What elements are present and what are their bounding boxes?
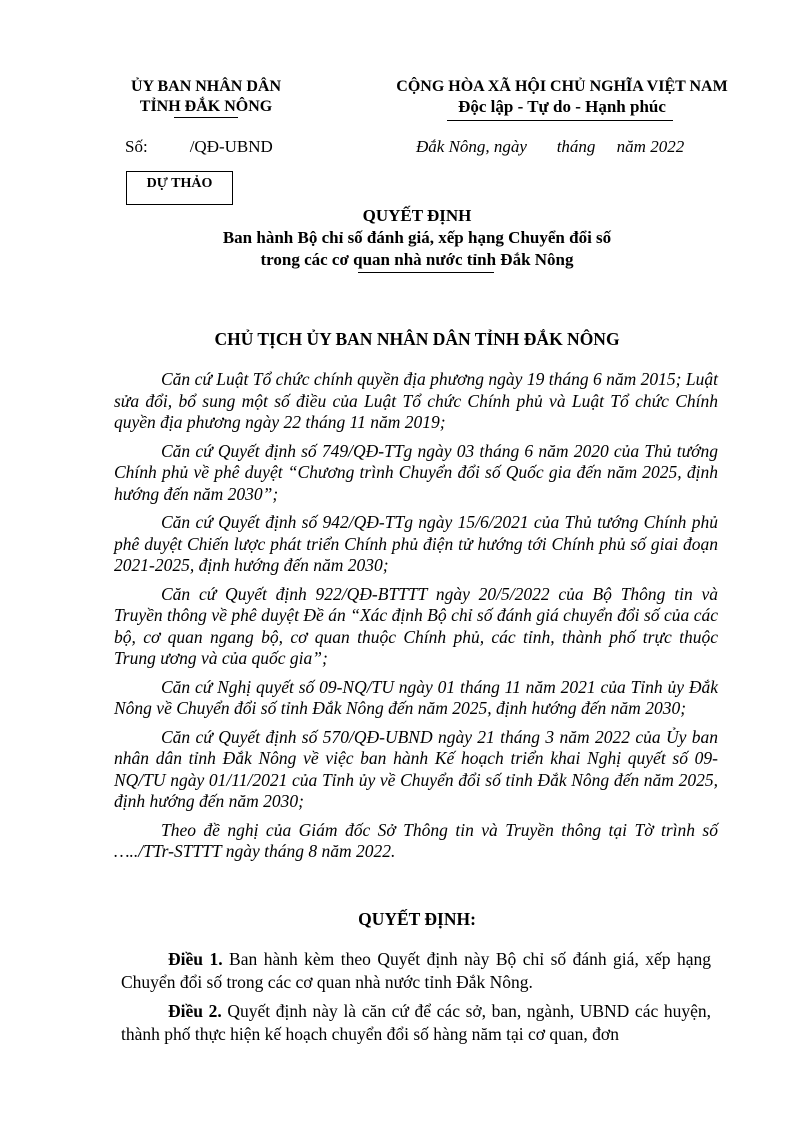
decision-heading: QUYẾT ĐỊNH: <box>358 909 476 929</box>
document-number-label: Số: <box>125 137 148 156</box>
articles-section <box>121 948 711 1052</box>
issuing-authority-line1: ỦY BAN NHÂN DÂN <box>130 78 282 95</box>
legal-basis-paragraph: Căn cứ Nghị quyết số 09-NQ/TU ngày 01 tháng 11 năm 2021 của Tỉnh ủy Đắk Nông về Chuyển đổi số tỉnh Đắk Nông đến năm 2025, định hướng đến năm 2030; <box>114 676 718 718</box>
title-subtitle-line2: trong các cơ quan nhà nước tỉnh Đắk Nông <box>260 250 574 269</box>
title-heading: QUYẾT ĐỊNH <box>362 206 472 225</box>
legal-basis-section <box>114 369 718 870</box>
issuing-authority-underline <box>174 117 238 118</box>
national-name: CỘNG HÒA XÃ HỘI CHỦ NGHĨA VIỆT NAM <box>396 78 728 95</box>
article-1 <box>121 948 711 993</box>
legal-basis-paragraph: Căn cứ Quyết định 922/QĐ-BTTTT ngày 20/5/2022 của Bộ Thông tin và Truyền thông về phê duyệt Đề án “Xác định Bộ chỉ số đánh giá chuyển đổi số của các bộ, cơ quan ngang bộ, cơ quan thuộc Chính phủ, các tỉnh, thành phố trực thuộc Trung ương và của quốc gia”; <box>114 583 718 668</box>
issuing-authority-line2: TỈNH ĐẮK NÔNG <box>139 98 273 115</box>
legal-basis-paragraph: Căn cứ Luật Tổ chức chính quyền địa phương ngày 19 tháng 6 năm 2015; Luật sửa đổi, bổ sung một số điều của Luật Tổ chức Chính phủ và Luật Tổ chức Chính quyền địa phương ngày 22 tháng 11 năm 2019; <box>114 369 718 432</box>
chairman-heading: CHỦ TỊCH ỦY BAN NHÂN DÂN TỈNH ĐẮK NÔNG <box>214 329 620 349</box>
legal-basis-paragraph: Căn cứ Quyết định số 749/QĐ-TTg ngày 03 tháng 6 năm 2020 của Thủ tướng Chính phủ về phê duyệt “Chương trình Chuyển đổi số Quốc gia đến năm 2025, định hướng đến năm 2030”; <box>114 440 718 504</box>
article-2 <box>121 1000 711 1045</box>
article-1-label: Điều 1. <box>168 949 223 969</box>
issuing-authority <box>110 77 302 117</box>
article-1-text: Ban hành kèm theo Quyết định này Bộ chỉ số đánh giá, xếp hạng Chuyển đổi số trong các cơ quan nhà nước tỉnh Đắk Nông. <box>121 949 712 992</box>
document-title <box>110 205 724 271</box>
document-number-value: /QĐ-UBND <box>189 137 273 156</box>
draft-stamp: DỰ THẢO <box>126 171 233 205</box>
place-and-date: Đắk Nông, ngày tháng năm 2022 <box>416 137 685 156</box>
national-header <box>375 77 749 117</box>
title-subtitle-line1: Ban hành Bộ chỉ số đánh giá, xếp hạng Chuyển đổi số <box>222 228 612 247</box>
document-number <box>125 137 273 157</box>
national-motto: Độc lập - Tự do - Hạnh phúc <box>458 97 666 116</box>
title-underline <box>358 272 494 273</box>
article-2-label: Điều 2. <box>168 1001 222 1021</box>
national-motto-underline <box>447 120 673 121</box>
legal-basis-paragraph: Theo đề nghị của Giám đốc Sở Thông tin và Truyền thông tại Tờ trình số …../TTr-STTTT ngày tháng 8 năm 2022. <box>114 819 718 861</box>
legal-basis-paragraph: Căn cứ Quyết định số 570/QĐ-UBND ngày 21 tháng 3 năm 2022 của Ủy ban nhân dân tỉnh Đắk Nông về việc ban hành Kế hoạch triển khai Nghị quyết số 09-NQ/TU ngày 01/11/2021 của Tỉnh ủy về Chuyển đổi số tỉnh Đắk Nông đến năm 2025, định hướng đến năm 2030; <box>114 726 718 811</box>
article-2-text: Quyết định này là căn cứ để các sở, ban, ngành, UBND các huyện, thành phố thực hiện kế hoạch chuyển đổi số hàng năm tại cơ quan, đơn <box>121 1001 712 1044</box>
legal-basis-paragraph: Căn cứ Quyết định số 942/QĐ-TTg ngày 15/6/2021 của Thủ tướng Chính phủ phê duyệt Chiến lược phát triển Chính phủ điện tử hướng tới Chính phủ số giai đoạn 2021-2025, định hướng đến năm 2030; <box>114 512 718 575</box>
